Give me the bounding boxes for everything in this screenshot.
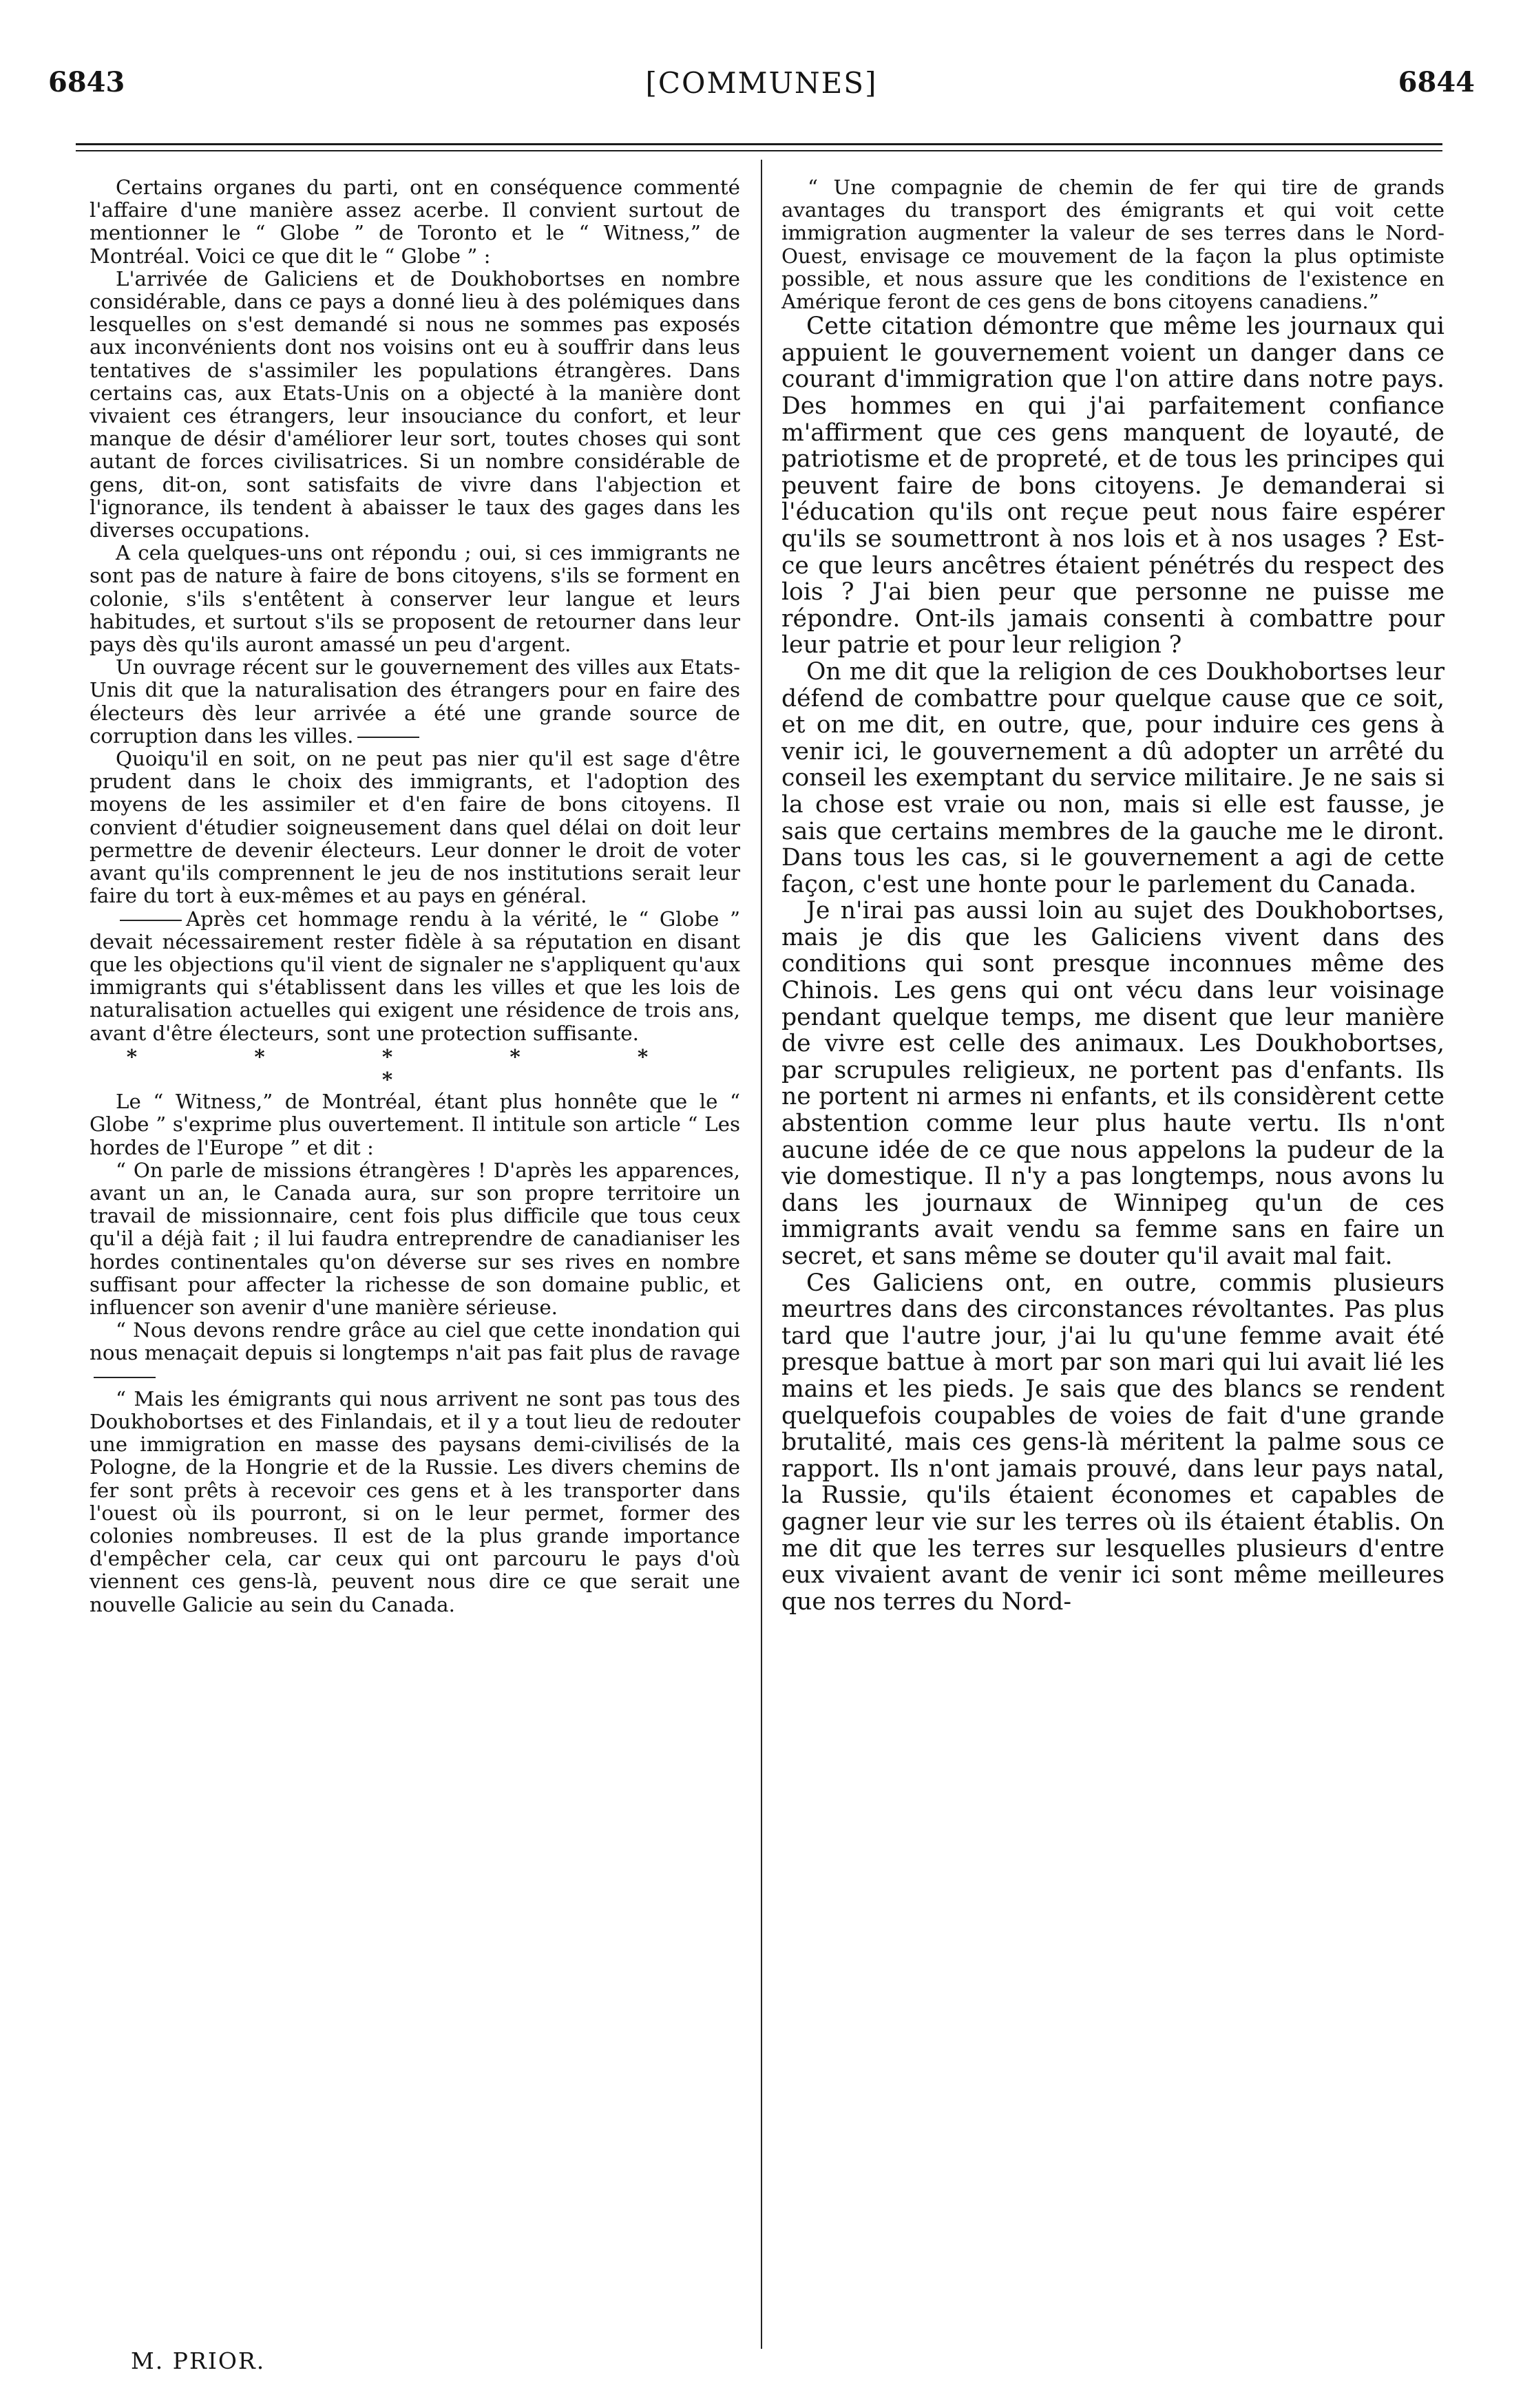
paragraph: A cela quelques-uns ont répondu ; oui, si ces immigrants ne sont pas de nature à faire de bons citoyens, s'ils se forment en colonie, s'ils s'entêtent à conserver leur langue et leurs habitudes, et surtout s'ils se proposent de retourner dans leur pays dès qu'ils auront amassé un peu d'argent. xyxy=(90,541,740,657)
section-separator-stars: * * * * * * xyxy=(126,1044,704,1091)
paragraph: Ces Galiciens ont, en outre, commis plusieurs meurtres dans des circonstances révoltantes. Pas plus tard que l'autre jour, j'ai lu qu'une femme avait été presque battue à mort par son mari qui lui avait lié les mains et les pieds. Je sais que des blancs se rendent quelquefois coupables de voies de fait d'une grande brutalité, mais ces gens-là méritent la palme sous ce rapport. Ils n'ont jamais prouvé, dans leur pays natal, la Russie, qu'ils étaient économes et capables de gagner leur vie sur les terres où ils étaient établis. On me dit que les terres sur lesquelles plusieurs d'entre eux vivaient avant de venir ici sont même meilleures que nos terres du Nord- xyxy=(781,1269,1445,1616)
page-number-right: 6844 xyxy=(1398,66,1475,98)
paragraph xyxy=(90,908,740,1045)
quoted-paragraph: “ Une compagnie de chemin de fer qui tire de grands avantages du transport des émigrants et qui voit cette immigration augmenter la valeur de ses terres dans le Nord-Ouest, envisage ce mouvement de la façon la plus optimiste possible, et nous assure que les conditions de l'existence en Amérique feront de ces gens de bons citoyens canadiens.” xyxy=(781,176,1445,314)
header-rule-bottom xyxy=(76,150,1442,151)
paragraph: Le “ Witness,” de Montréal, étant plus honnête que le “ Globe ” s'exprime plus ouvertement. Il intitule son article “ Les hordes de l'Europe ” et dit : xyxy=(90,1090,740,1159)
page-number-left: 6843 xyxy=(48,66,125,98)
header-rule-top xyxy=(76,143,1442,145)
running-title: [COMMUNES] xyxy=(645,66,878,100)
paragraph xyxy=(90,656,740,748)
speaker-footer: M. PRIOR. xyxy=(131,2347,266,2374)
page-header xyxy=(48,66,1475,114)
paragraph-text: Un ouvrage récent sur le gouvernement des villes aux Etats-Unis dit que la naturalisation des étrangers pour en faire des électeurs dès leur arrivée a été une grande source de corruption dans les villes. xyxy=(90,655,740,748)
paragraph: On me dit que la religion de ces Doukhobortses leur défend de combattre pour quelque cause que ce soit, et on me dit, en outre, que, pour induire ces gens à venir ici, le gouvernement a dû adopter un arrêté du conseil les exemptant du service militaire. Je ne sais si la chose est vraie ou non, mais si elle est fausse, je sais que certains membres de la gauche me le diront. Dans tous les cas, si le gouvernement a agi de cette façon, c'est une honte pour le parlement du Canada. xyxy=(781,657,1445,898)
left-column xyxy=(90,176,740,1616)
paragraph: L'arrivée de Galiciens et de Doukhobortses en nombre considérable, dans ce pays a donné lieu à des polémiques dans lesquelles on s'est demandé si nous ne sommes pas exposés aux inconvénients dont nos voisins ont eu à souffrir dans leus tentatives de s'assimiler les populations étrangères. Dans certains cas, aux Etats-Unis on a objecté à la manière dont vivaient ces étrangers, leur insouciance du confort, et leur manque de désir d'améliorer leur sort, toutes choses qui sont autant de forces civilisatrices. Si un nombre considérable de gens, dit-on, sont satisfaits de vivre dans l'abjection et l'ignorance, ils tendent à abaisser le taux des gages dans les diverses occupations. xyxy=(90,266,740,542)
paragraph: Cette citation démontre que même les journaux qui appuient le gouvernement voient un danger dans ce courant d'immigration que l'on attire dans notre pays. Des hommes en qui j'ai parfaitement confiance m'affirment que ces gens manquent de loyauté, de patriotisme et de propreté, et de tous les principes qui peuvent faire de bons citoyens. Je demanderai si l'éducation qu'ils ont reçue peut nous faire espérer qu'ils se soumettront à nos lois et à nos usages ? Est-ce que leurs ancêtres étaient pénétrés du respect des lois ? J'ai bien peur que personne ne puisse me répondre. Ont-ils jamais consenti à combattre pour leur patrie et pour leur religion ? xyxy=(781,313,1445,659)
right-column xyxy=(781,176,1445,1615)
column-divider xyxy=(761,160,762,2349)
dash-rule xyxy=(94,1377,156,1378)
speech-body xyxy=(781,313,1445,1615)
paragraph-text: “ Nous devons rendre grâce au ciel que cette inondation qui nous menaçait depuis si longtemps n'ait pas fait plus de ravage xyxy=(90,1318,740,1365)
quoted-paragraph: “ On parle de missions étrangères ! D'après les apparences, avant un an, le Canada aura, sur son propre territoire un travail de missionnaire, cent fois plus difficile que tous ceux qu'il a déjà fait ; il lui faudra entreprendre de canadianiser les hordes continentales qu'on déverse sur ses rives en nombre suffisant pour affecter la richesse de son domaine public, et influencer son avenir d'une manière sérieuse. xyxy=(90,1158,740,1319)
paragraph: Certains organes du parti, ont en conséquence commenté l'affaire d'une manière assez acerbe. Il convient surtout de mentionner le “ Globe ” de Toronto et le “ Witness,” de Montréal. Voici ce que dit le “ Globe ” : xyxy=(90,176,740,268)
quoted-paragraph xyxy=(90,1319,740,1388)
dash-rule xyxy=(120,920,182,921)
dash-rule xyxy=(357,737,419,738)
quoted-paragraph: “ Mais les émigrants qui nous arrivent ne sont pas tous des Doukhobortses et des Finlandais, et il y a tout lieu de redouter une immigration en masse des paysans demi-civilisés de la Pologne, de la Hongrie et de la Russie. Les divers chemins de fer sont prêts à recevoir ces gens et à les transporter dans l'ouest où ils pourront, si on le leur permet, former des colonies nombreuses. Il est de la plus grande importance d'empêcher cela, car ceux qui ont parcouru le pays d'où viennent ces gens-là, peuvent nous dire ce que serait une nouvelle Galicie au sein du Canada. xyxy=(90,1386,740,1616)
paragraph-text: Après cet hommage rendu à la vérité, le “ Globe ” devait nécessairement rester fidèle à sa réputation en disant que les objections qu'il vient de signaler ne s'appliquent qu'aux immigrants qui s'établissent dans les villes et que les lois de naturalisation actuelles qui exigent une résidence de trois ans, avant d'être électeurs, sont une protection suffisante. xyxy=(90,907,740,1045)
paragraph: Je n'irai pas aussi loin au sujet des Doukhobortses, mais je dis que les Galiciens vivent dans des conditions qui sont presque inconnues même des Chinois. Les gens qui ont vécu dans leur voisinage pendant quelque temps, me disent que leur manière de vivre est celle des animaux. Les Doukhobortses, par scrupules religieux, ne portent pas d'enfants. Ils ne portent ni armes ni enfants, et ils considèrent cette abstention comme leur plus haute vertu. Ils n'ont aucune idée de ce que nous appelons la pudeur de la vie domestique. Il n'y a pas longtemps, nous avons lu dans les journaux de Winnipeg qu'un de ces immigrants avait vendu sa femme sans en faire un secret, et sans même se douter qu'il avait mal fait. xyxy=(781,897,1445,1270)
paragraph: Quoiqu'il en soit, on ne peut pas nier qu'il est sage d'être prudent dans le choix des immigrants, et l'adoption des moyens de les assimiler et d'en faire de bons citoyens. Il convient d'étudier soigneusement dans quel délai on doit leur permettre de devenir électeurs. Leur donner le droit de voter avant qu'ils comprennent le jeu de nos institutions serait leur faire du tort à eux-mêmes et au pays en général. xyxy=(90,747,740,908)
